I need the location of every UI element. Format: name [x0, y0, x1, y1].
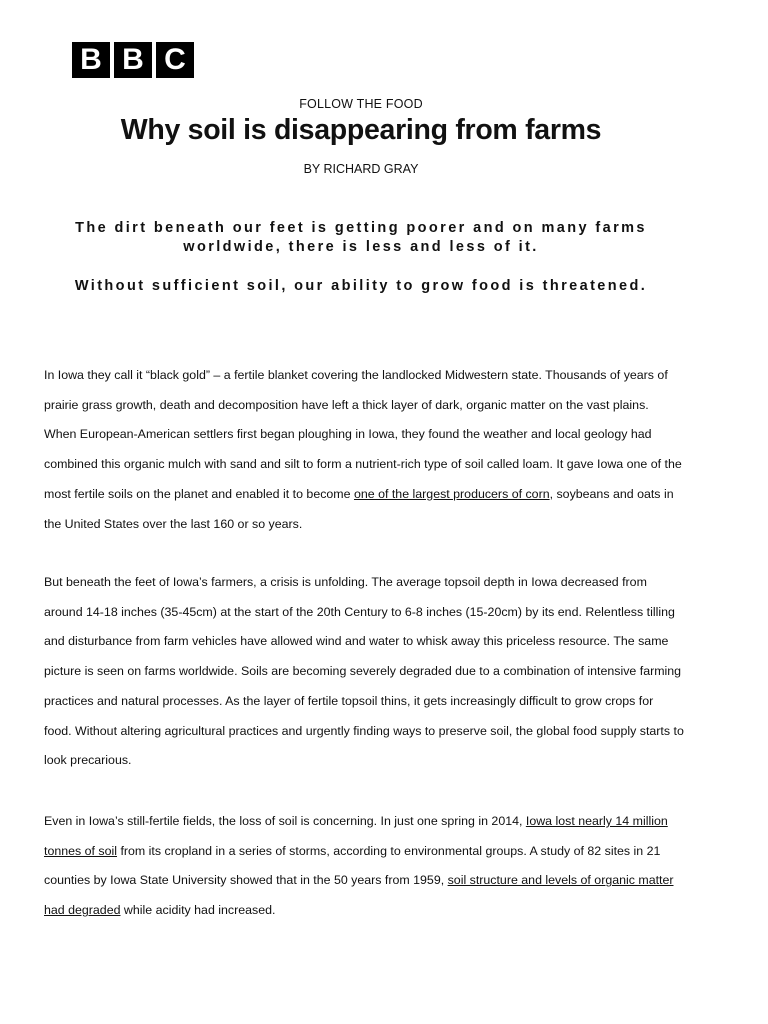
paragraph-1-text-a: In Iowa they call it “black gold” – a fertile blanket covering the landlocked Midwestern state. Thousands of years of prairie grass growth, death and decomposition have left a thick layer of dark, organic matter on the vast plains. When European-American settlers first began ploughing in Iowa, they found the weather and local geology had combined this organic mulch with sand and silt to form a nutrient-rich type of soil called loam. It gave Iowa one of the most fertile soils on the planet and enabled it to become [44, 368, 682, 501]
bbc-logo [72, 42, 194, 78]
paragraph-2-text: But beneath the feet of Iowa’s farmers, a crisis is unfolding. The average topsoil depth in Iowa decreased from around 14-18 inches (35-45cm) at the start of the 20th Century to 6-8 inches (15-20cm) by its end. Relentless tilling and disturbance from farm vehicles have allowed wind and water to whisk away this priceless resource. The same picture is seen on farms worldwide. Soils are becoming severely degraded due to a combination of intensive farming practices and natural processes. As the layer of fertile topsoil thins, it gets increasingly difficult to grow crops for food. Without altering agricultural practices and urgently finding ways to preserve soil, the global food supply starts to look precarious. [44, 575, 684, 768]
paragraph-2 [44, 568, 684, 776]
standfirst-line-1: The dirt beneath our feet is getting poorer and on many farms worldwide, there is less and less of it. [75, 220, 647, 255]
article-byline: BY RICHARD GRAY [303, 162, 419, 176]
logo-letter-c: C [156, 42, 194, 78]
article-title: Why soil is disappearing from farms [120, 114, 602, 146]
paragraph-3 [44, 807, 684, 926]
paragraph-1-text-b: , soybeans and oats in the United States over the last 160 or so years. [44, 486, 674, 531]
section-kicker: FOLLOW THE FOOD [299, 97, 423, 111]
link-soil-structure-degraded[interactable]: soil structure and levels of organic matter had degraded [44, 873, 674, 918]
standfirst-line-2: Without sufficient soil, our ability to grow food is threatened. [74, 278, 648, 294]
paragraph-1 [44, 361, 684, 539]
logo-letter-b2: B [114, 42, 152, 78]
link-iowa-lost-soil[interactable]: Iowa lost nearly 14 million tonnes of soil [44, 814, 668, 858]
paragraph-3-text-a: Even in Iowa’s still-fertile fields, the loss of soil is concerning. In just one spring in 2014, [44, 814, 526, 828]
paragraph-3-text-c: while acidity had increased. [120, 903, 276, 918]
logo-letter-b1: B [72, 42, 110, 78]
link-largest-producers-corn[interactable]: one of the largest producers of corn [353, 486, 550, 501]
paragraph-3-text-b: from its cropland in a series of storms, according to environmental groups. A study of 82 sites in 21 counties by Iowa State University showed that in the 50 years from 1959, [44, 843, 661, 888]
